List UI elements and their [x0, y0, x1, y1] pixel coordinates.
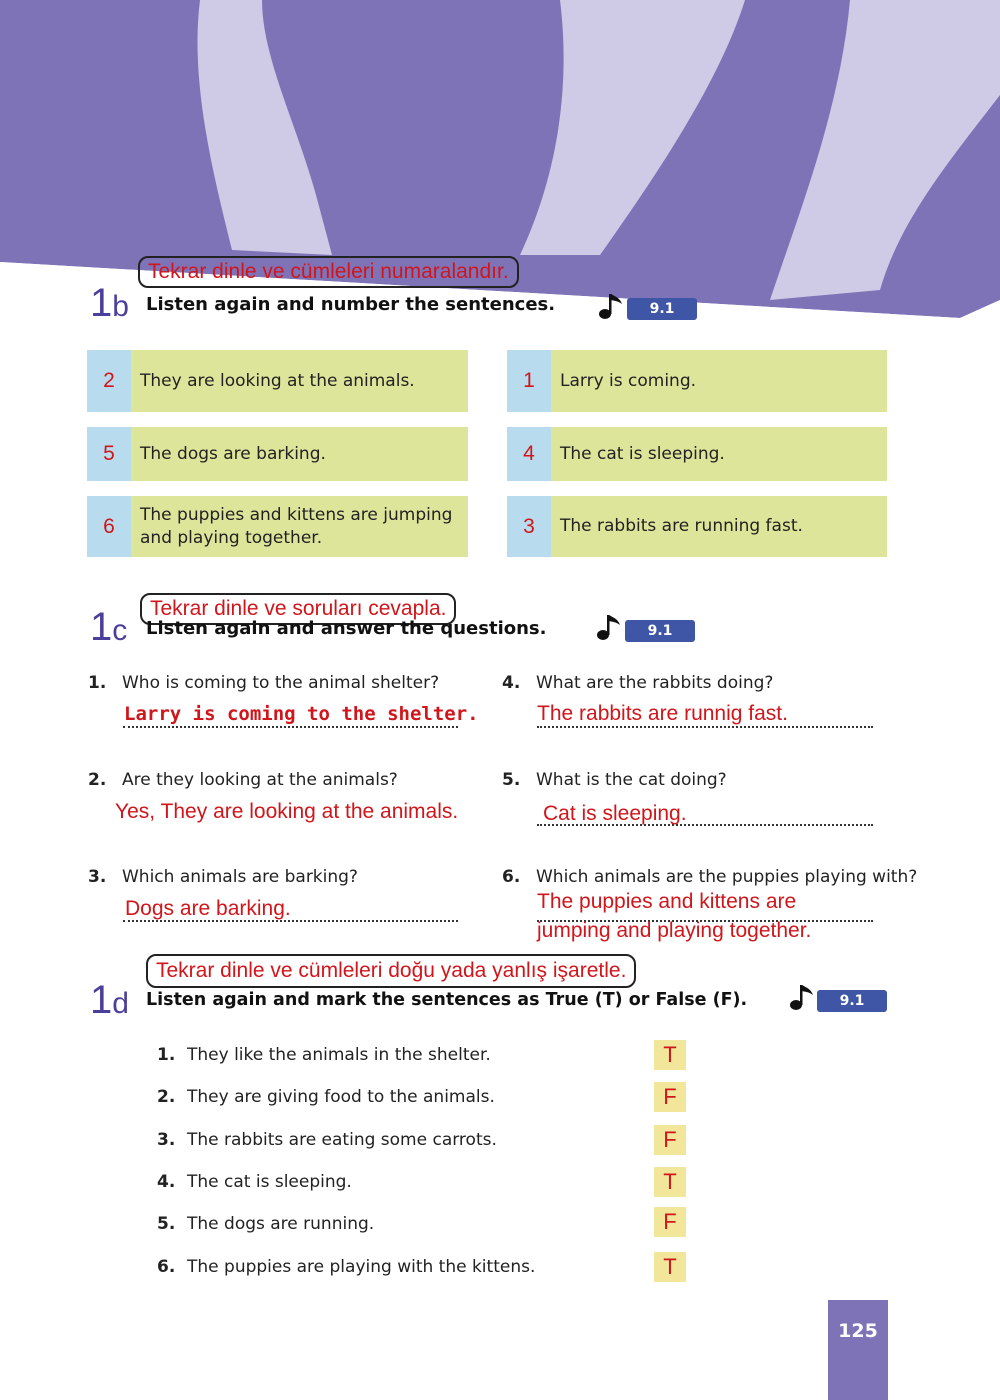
- answer-text: Cat is sleeping.: [543, 802, 687, 825]
- question: 5. What is the cat doing?: [502, 770, 727, 790]
- music-note-icon[interactable]: [789, 983, 815, 1011]
- heading-1d: Listen again and mark the sentences as True (T) or False (F).: [146, 990, 748, 1010]
- track-badge-1b[interactable]: 9.1: [627, 298, 697, 320]
- answer-number: 6: [87, 496, 131, 557]
- answer-number: 2: [87, 350, 131, 412]
- answer-number: 3: [507, 496, 551, 557]
- heading-1c: Listen again and answer the questions.: [146, 618, 547, 639]
- answer-text: Larry is coming to the shelter.: [124, 703, 479, 725]
- track-badge-1d[interactable]: 9.1: [817, 990, 887, 1012]
- tf-statement: 2. They are giving food to the animals.: [157, 1087, 495, 1107]
- tf-statement: 5. The dogs are running.: [157, 1214, 375, 1234]
- instruction-1b: Tekrar dinle ve cümleleri numaralandır.: [138, 256, 519, 288]
- tf-statement: 1. They like the animals in the shelter.: [157, 1045, 491, 1065]
- sentence-card: [507, 496, 887, 557]
- sentence-text: The puppies and kittens are jumping and playing together.: [140, 504, 453, 548]
- section-number-1d: 1d: [90, 978, 129, 1022]
- sentence-card: [87, 350, 468, 412]
- sentence-card: [87, 496, 468, 557]
- heading-1b: Listen again and number the sentences.: [146, 294, 556, 315]
- sentence-text: They are looking at the animals.: [140, 370, 415, 391]
- question: 1. Who is coming to the animal shelter?: [88, 673, 440, 693]
- header-banner: [0, 0, 1000, 340]
- answer-number: 1: [507, 350, 551, 412]
- answer-text-line-1: The puppies and kittens are: [537, 890, 797, 913]
- tf-statement: 6. The puppies are playing with the kittens.: [157, 1257, 536, 1277]
- sentence-text: The dogs are barking.: [140, 443, 326, 464]
- sentence-card: [87, 427, 468, 481]
- tf-answer-box[interactable]: F: [654, 1082, 686, 1112]
- track-badge-1c[interactable]: 9.1: [625, 620, 695, 642]
- music-note-icon[interactable]: [598, 292, 624, 320]
- answer-number: 5: [87, 427, 131, 481]
- answer-text: The rabbits are runnig fast.: [537, 702, 788, 725]
- page-number: 125: [828, 1300, 888, 1400]
- question: 3. Which animals are barking?: [88, 867, 358, 887]
- answer-text-line-2: jumping and playing together.: [537, 919, 812, 942]
- answer-text: Dogs are barking.: [125, 897, 291, 920]
- tf-answer-box[interactable]: T: [654, 1040, 686, 1070]
- section-number-1b: 1b: [90, 281, 129, 325]
- question: 4. What are the rabbits doing?: [502, 673, 774, 693]
- sentence-text: The cat is sleeping.: [560, 443, 725, 464]
- tf-answer-box[interactable]: F: [654, 1125, 686, 1155]
- sentence-card: [507, 350, 887, 412]
- question: 2. Are they looking at the animals?: [88, 770, 398, 790]
- tf-answer-box[interactable]: T: [654, 1252, 686, 1282]
- music-note-icon[interactable]: [596, 613, 622, 641]
- question: 6. Which animals are the puppies playing with?: [502, 867, 918, 887]
- sentence-text: The rabbits are running fast.: [560, 516, 803, 536]
- sentence-card: [507, 427, 887, 481]
- answer-number: 4: [507, 427, 551, 481]
- section-number-1c: 1c: [90, 605, 128, 649]
- instruction-1c: Tekrar dinle ve soruları cevapla.: [140, 593, 456, 625]
- tf-statement: 4. The cat is sleeping.: [157, 1172, 352, 1192]
- tf-answer-box[interactable]: T: [654, 1167, 686, 1197]
- tf-statement: 3. The rabbits are eating some carrots.: [157, 1130, 497, 1150]
- answer-text: Yes, They are looking at the animals.: [115, 800, 459, 823]
- instruction-1d: Tekrar dinle ve cümleleri doğu yada yanlış işaretle.: [146, 954, 636, 988]
- tf-answer-box[interactable]: F: [654, 1207, 686, 1237]
- sentence-text: Larry is coming.: [560, 370, 697, 391]
